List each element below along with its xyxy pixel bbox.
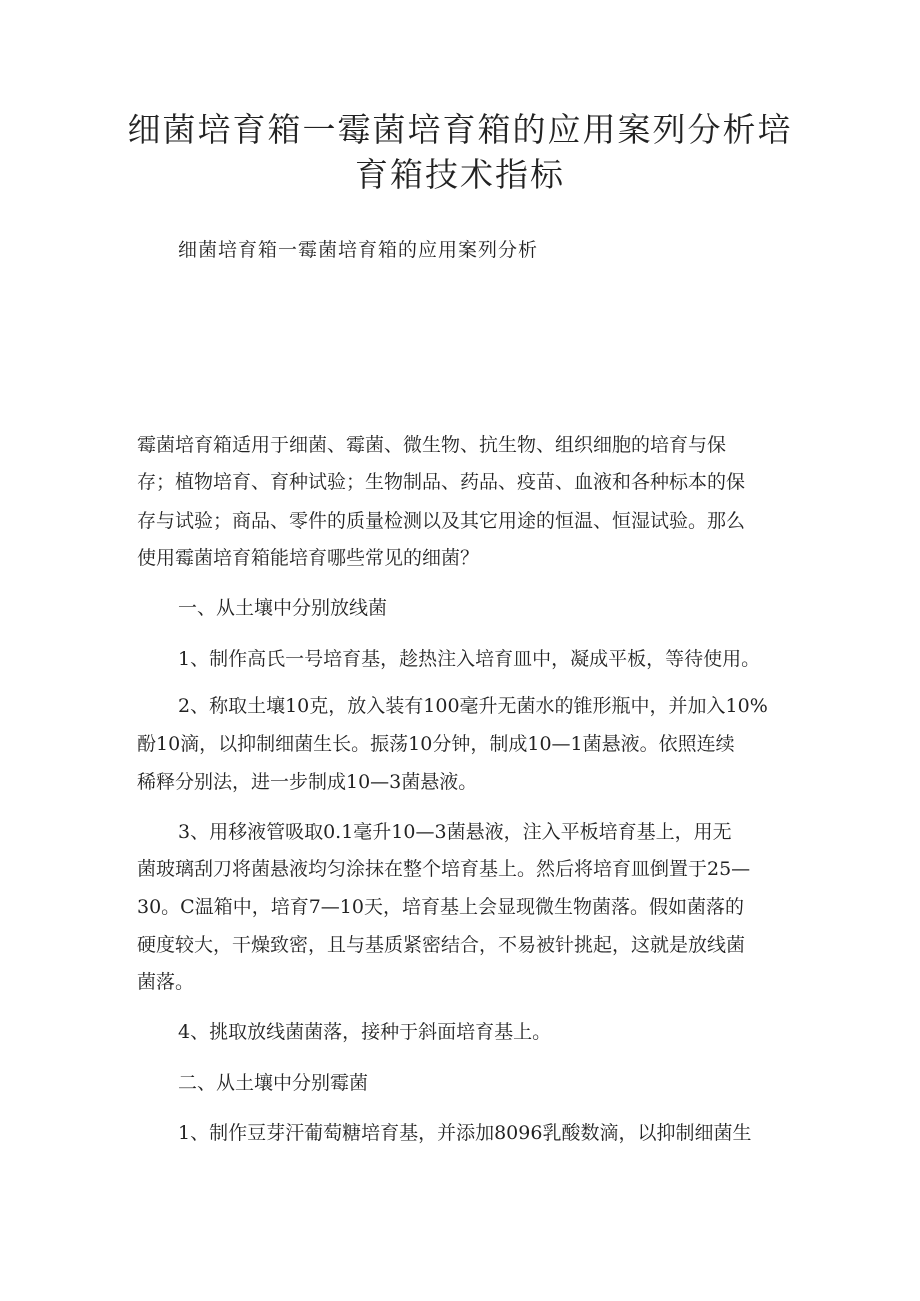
paragraph-line: 30。C温箱中，培育7—10天，培育基上会显现微生物菌落。假如菌落的 (137, 896, 744, 918)
paragraph-line: 霉菌培育箱适用于细菌、霉菌、微生物、抗生物、组织细胞的培育与保 (137, 434, 727, 456)
paragraph-line: 菌玻璃刮刀将菌悬液均匀涂抹在整个培育基上。然后将培育皿倒置于25— (137, 858, 751, 880)
paragraph-line: 2、称取土壤10克，放入装有100毫升无菌水的锥形瓶中，并加入10% (178, 695, 768, 717)
step-2-1: 1、制作豆芽汗葡萄糖培育基，并添加8096乳酸数滴，以抑制细菌生 (178, 1122, 752, 1144)
paragraph-line: 菌落。 (137, 971, 195, 993)
paragraph-line: 使用霉菌培育箱能培育哪些常见的细菌？ (137, 547, 480, 569)
paragraph-line: 稀释分别法，进一步制成10—3菌悬液。 (137, 771, 478, 793)
document-title-line1: 细菌培育箱一霉菌培育箱的应用案列分析培 (127, 110, 793, 149)
paragraph-line: 硬度较大，干燥致密，且与基质紧密结合，不易被针挑起，这就是放线菌 (137, 934, 746, 956)
paragraph-line: 存；植物培育、育种试验；生物制品、药品、疫苗、血液和各种标本的保 (137, 471, 746, 493)
step-1-4: 4、挑取放线菌菌落，接种于斜面培育基上。 (178, 1021, 552, 1043)
paragraph-line: 酚10滴，以抑制细菌生长。振荡10分钟，制成10—1菌悬液。依照连续 (137, 733, 735, 755)
document-title-line2: 育箱技术指标 (355, 155, 565, 194)
document-subtitle: 细菌培育箱一霉菌培育箱的应用案列分析 (178, 239, 539, 261)
step-1-1: 1、制作高氏一号培育基，趁热注入培育皿中，凝成平板，等待使用。 (178, 648, 761, 670)
section-heading-2: 二、从土壤中分别霉菌 (178, 1072, 369, 1094)
paragraph-line: 存与试验；商品、零件的质量检测以及其它用途的恒温、恒湿试验。那么 (137, 510, 746, 532)
paragraph-line: 3、用移液管吸取0.1毫升10—3菌悬液，注入平板培育基上，用无 (178, 821, 732, 843)
section-heading-1: 一、从土壤中分别放线菌 (178, 597, 388, 619)
